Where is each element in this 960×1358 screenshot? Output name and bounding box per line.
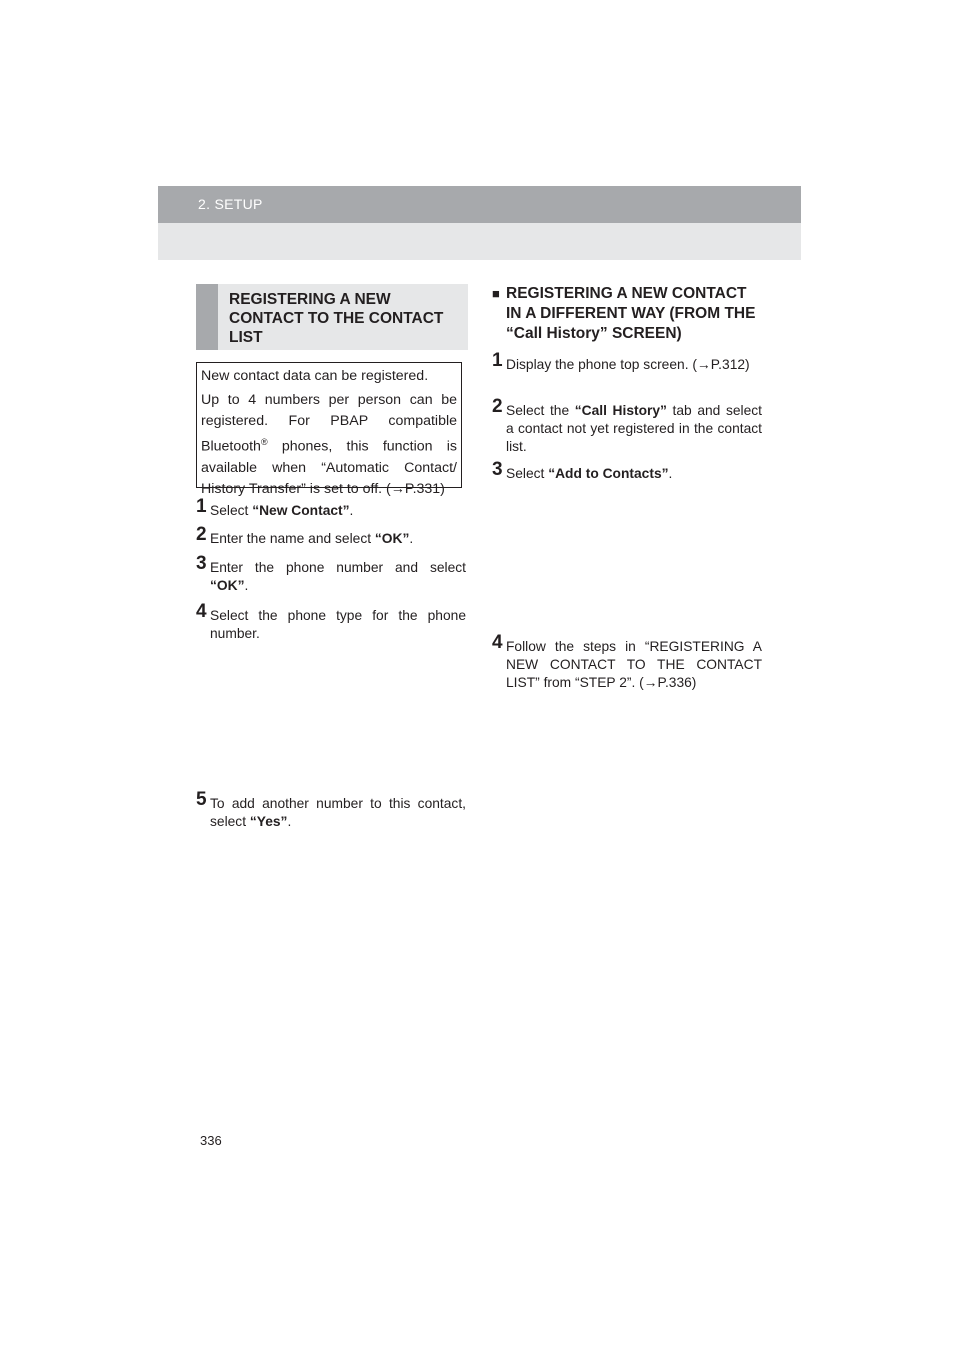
step-number: 1 — [492, 350, 503, 371]
step-number: 3 — [492, 459, 503, 480]
note-line-2: Up to 4 numbers per person can be registered. For PBAP compatible Bluetooth® phones, this function is available when “Automatic Contact/ History Transfer” is set to off. (→P.331) — [201, 392, 457, 497]
right-step-1: 1 Display the phone top screen. (→P.312) — [492, 350, 750, 372]
page-number: 336 — [200, 1133, 222, 1148]
left-step-4: 4 Select the phone type for the phone number. — [196, 601, 466, 641]
left-step-2: 2 Enter the name and select “OK”. — [196, 524, 414, 546]
right-step-3: 3 Select “Add to Contacts”. — [492, 459, 673, 481]
section-heading: REGISTERING A NEW CONTACT TO THE CONTACT LIST — [229, 291, 444, 346]
step-number: 4 — [492, 632, 503, 653]
step-number: 2 — [196, 524, 207, 545]
step-number: 2 — [492, 396, 503, 417]
section-title: 2. SETUP — [198, 196, 263, 212]
note-line-1: New contact data can be registered. — [201, 368, 429, 384]
info-note-box — [196, 362, 462, 497]
left-step-5: 5 To add another number to this contact, select “Yes”. — [196, 789, 466, 829]
right-step-2: 2 Select the “Call History” tab and select a contact not yet registered in the contact list. — [492, 396, 762, 454]
section-heading-box — [196, 284, 468, 350]
step-number: 1 — [196, 496, 207, 517]
square-bullet-icon: ■ — [492, 286, 500, 301]
header-band — [158, 186, 801, 223]
step-number: 5 — [196, 789, 207, 810]
step-number: 4 — [196, 601, 207, 622]
left-step-1: 1 Select “New Contact”. — [196, 496, 354, 518]
subsection-heading: ■ REGISTERING A NEW CONTACT IN A DIFFERENT WAY (FROM THE “Call History” SCREEN) — [492, 285, 756, 342]
heading-accent-bar — [196, 284, 218, 350]
right-step-4: 4 Follow the steps in “REGISTERING A NEW CONTACT TO THE CONTACT LIST” from “STEP 2”. (→P.336) — [492, 632, 762, 690]
left-step-3: 3 Enter the phone number and select “OK”. — [196, 553, 466, 593]
step-number: 3 — [196, 553, 207, 574]
registered-mark: ® — [260, 437, 268, 447]
header-sub-band — [158, 223, 801, 260]
